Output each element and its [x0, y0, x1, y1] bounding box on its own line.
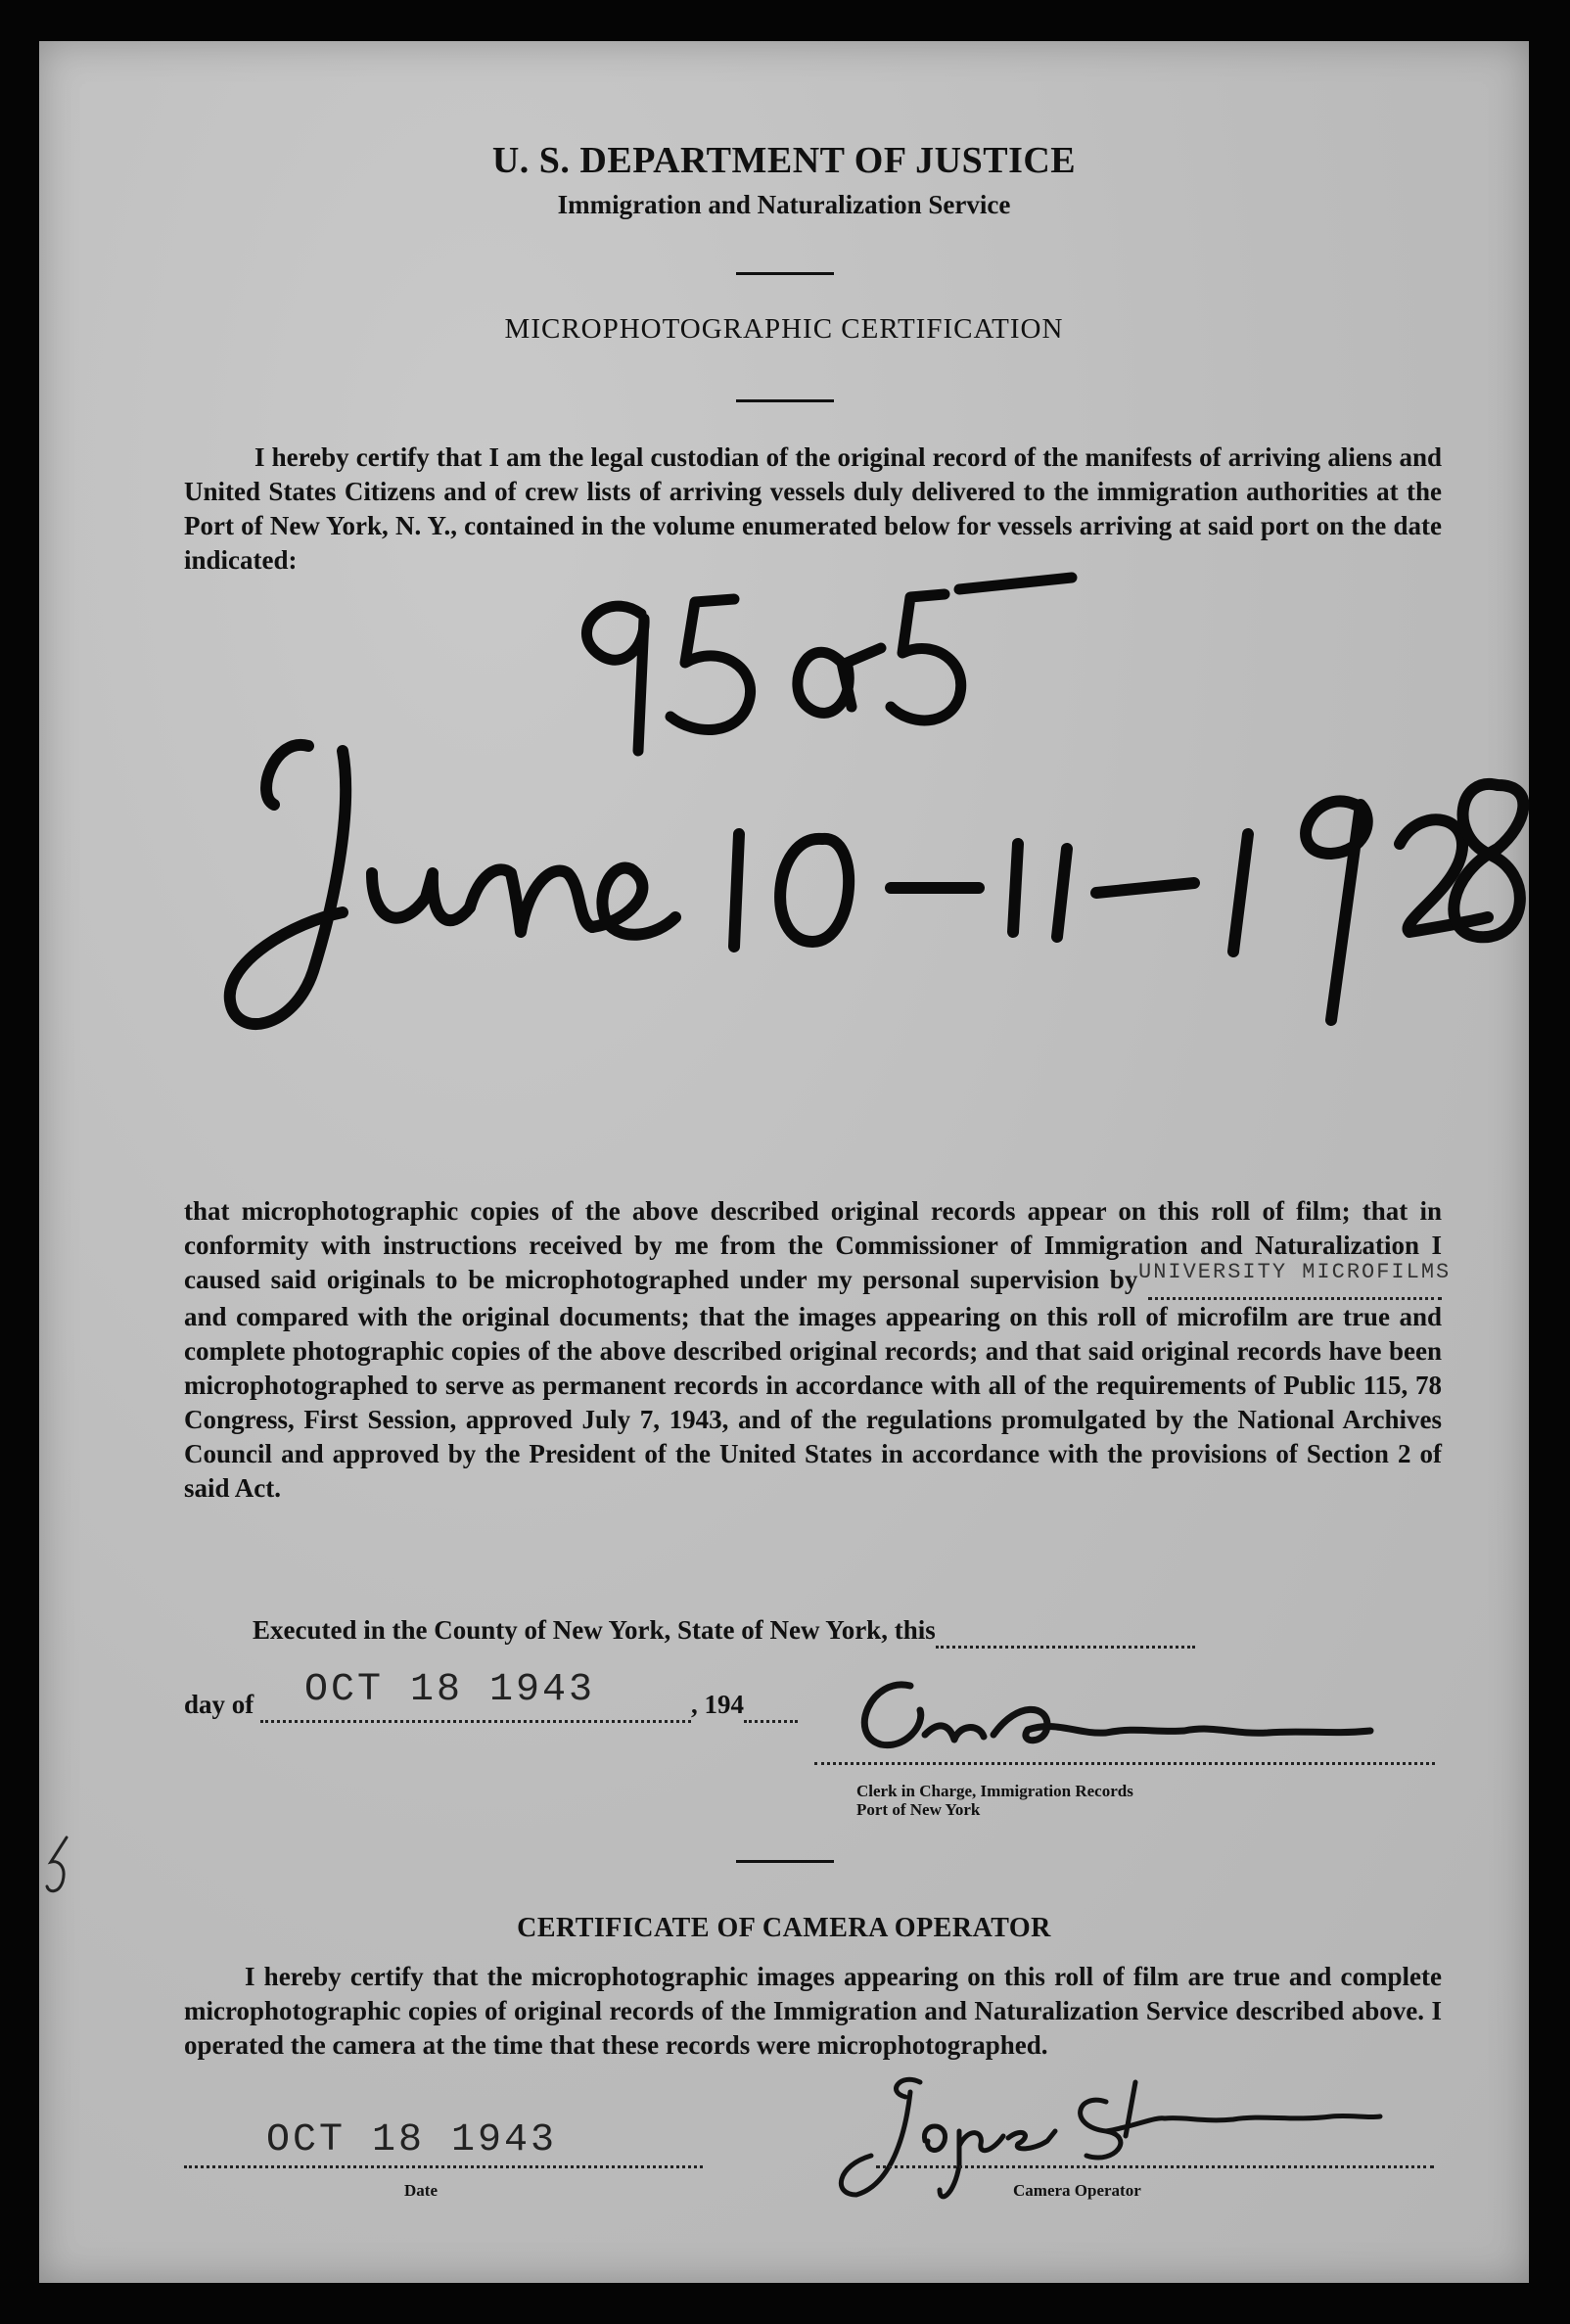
executed-text: Executed in the County of New York, State of New York, this	[253, 1615, 936, 1645]
day-of-date-stamp: OCT 18 1943	[304, 1668, 596, 1712]
divider	[736, 272, 834, 275]
operator-date-stamp: OCT 18 1943	[266, 2118, 558, 2162]
date-label: Date	[404, 2181, 438, 2200]
clerk-title	[856, 1782, 1133, 1819]
operator-signature-line	[876, 2165, 1434, 2168]
executed-line	[253, 1615, 1195, 1649]
custodian-paragraph: I hereby certify that I am the legal custodian of the original record of the manifests of arriving aliens and United States Citizens and of crew lists of arriving vessels duly delivered to the immigration authorities at the Port of New York, N. Y., contained in the volume enumerated below for vessels arriving at said port on the date indicated:	[184, 442, 1442, 575]
document-title: MICROPHOTOGRAPHIC CERTIFICATION	[504, 313, 1064, 345]
operator-date-line	[184, 2165, 703, 2168]
camera-operator-paragraph: I hereby certify that the microphotographic images appearing on this roll of film are true and complete microphotographic copies of original records of the Immigration and Naturalization Service described above. I operated the camera at the time that these records were microphotographed.	[184, 1962, 1442, 2060]
margin-mark	[39, 1833, 78, 1911]
microfilming-rest-text: and compared with the original documents; that the images appearing on this roll of microfilm are true and complete photographic copies of the above described original records; and that said original records have been microphotographed to serve as permanent records in accordance with all of the requirements of Public 115, 78 Congress, First Session, approved July 7, 1943, and of the regulations promulgated by the National Archives Council and approved by the President of the United States in accordance with the provisions of Section 2 of said Act.	[184, 1302, 1442, 1503]
day-of-line: day of OCT 18 1943 , 194	[184, 1690, 798, 1723]
microfilmer-line	[1138, 1260, 1452, 1300]
clerk-signature	[822, 1666, 1409, 1774]
microfilming-paragraph	[184, 1194, 1452, 1506]
day-of-label: day of	[184, 1690, 254, 1719]
divider	[736, 399, 834, 402]
divider	[736, 1860, 834, 1863]
year-prefix: 194	[704, 1690, 745, 1719]
clerk-title-line1: Clerk in Charge, Immigration Records	[856, 1782, 1133, 1800]
microfilmer-stamp: UNIVERSITY MICROFILMS	[1138, 1260, 1452, 1284]
camera-operator-heading: CERTIFICATE OF CAMERA OPERATOR	[517, 1913, 1051, 1943]
service-subheading: Immigration and Naturalization Service	[557, 190, 1011, 219]
handwritten-date	[206, 726, 1547, 1049]
certificate-sheet	[39, 41, 1529, 2283]
department-heading: U. S. DEPARTMENT OF JUSTICE	[491, 140, 1077, 181]
microfilming-lead-text: that microphotographic copies of the above described original records appear on this roll of film; that in conformity with instructions received by me from the Commissioner of Immigration and Naturalization I caused said originals to be microphotographed under my personal supervision by	[184, 1196, 1442, 1294]
clerk-title-line2: Port of New York	[856, 1800, 981, 1819]
camera-operator-label: Camera Operator	[1013, 2181, 1141, 2200]
clerk-signature-line	[814, 1762, 1435, 1765]
